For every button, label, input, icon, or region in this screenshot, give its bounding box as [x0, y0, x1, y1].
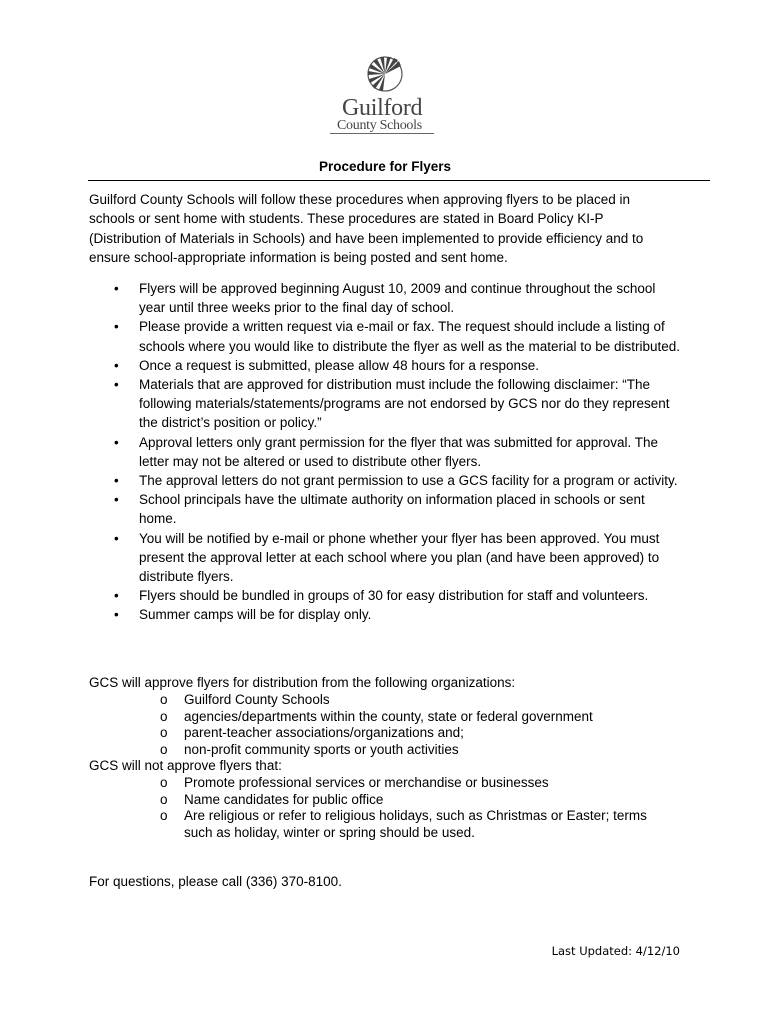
approve-list [0, 692, 700, 758]
list-item-text: agencies/departments within the county, state or federal government [184, 708, 593, 724]
list-item-text: You will be notified by e-mail or phone whether your flyer has been approved. You must present the approval letter at each school where you plan (and have been approved) to distribute flyers. [139, 530, 660, 585]
list-item: • Summer camps will be for display only. [114, 607, 372, 623]
list-item-text: Once a request is submitted, please allow 48 hours for a response. [139, 357, 539, 373]
not-approve-list [0, 775, 700, 841]
list-item: • The approval letters do not grant permission to use a GCS facility for a program or activity. [114, 473, 678, 489]
document-title: Procedure for Flyers [318, 159, 452, 174]
list-item: • Approval letters only grant permission for the flyer that was submitted for approval. The letter may not be altered or used to distribute other flyers. [114, 434, 658, 469]
list-item-text: parent-teacher associations/organizations and; [184, 725, 464, 740]
contact-line: For questions, please call (336) 370-8100. [89, 874, 342, 889]
gcs-logo [330, 56, 440, 140]
list-item-text: non-profit community sports or youth activities [184, 741, 459, 757]
logo-name-line2: County Schools [337, 118, 422, 133]
procedure-list [0, 279, 700, 625]
list-item-text: Flyers will be approved beginning August 10, 2009 and continue throughout the school year until three weeks prior to the final day of school. [139, 281, 656, 316]
list-item: o Name candidates for public office [160, 791, 384, 807]
list-item-text: Please provide a written request via e-mail or fax. The request should include a listing of schools where you would like to distribute the flyer as well as the material to be distributed. [139, 319, 681, 354]
list-item: o agencies/departments within the county, state or federal government [160, 708, 593, 724]
list-item-text: The approval letters do not grant permission to use a GCS facility for a program or activity. [139, 473, 678, 489]
list-item: • School principals have the ultimate authority on information placed in schools or sent home. [114, 492, 645, 527]
list-item: o non-profit community sports or youth activities [160, 741, 459, 757]
list-item-text: School principals have the ultimate authority on information placed in schools or sent home. [139, 492, 645, 527]
list-item-text: Guilford County Schools [184, 692, 330, 707]
list-item: o Guilford County Schools [160, 692, 330, 707]
approve-heading: GCS will approve flyers for distribution from the following organizations: [89, 675, 516, 690]
list-item: • You will be notified by e-mail or phone whether your flyer has been approved. You must present the approval letter at each school where you plan (and have been approved) to distribute flyers. [114, 530, 660, 585]
logo-underline [330, 133, 434, 134]
list-item-text: Summer camps will be for display only. [139, 607, 372, 623]
sunburst-logo-icon [367, 56, 403, 92]
list-item-text: Materials that are approved for distribution must include the following disclaimer: “The following materials/statements/programs are not endorsed by GCS nor do they represent the district’s position or policy.” [139, 377, 670, 431]
list-item: o Promote professional services or merchandise or businesses [160, 775, 549, 790]
list-item-text: Promote professional services or merchandise or businesses [184, 775, 549, 790]
list-item-text: Are religious or refer to religious holidays, such as Christmas or Easter; terms such as holiday, winter or spring should be used. [184, 808, 647, 840]
title-divider [88, 180, 710, 181]
not-approve-heading: GCS will not approve flyers that: [89, 758, 282, 773]
last-updated: Last Updated: 4/12/10 [551, 944, 680, 958]
intro-paragraph: Guilford County Schools will follow these procedures when approving flyers to be placed in schools or sent home with students. These procedures are stated in Board Policy KI-P (Distribution of Materials in Schools) and have been implemented to provide efficiency and to ensure school-appropriate information is being posted and sent home. [89, 192, 644, 265]
list-item: • Flyers should be bundled in groups of 30 for easy distribution for staff and volunteers. [114, 588, 649, 604]
list-item: • Please provide a written request via e-mail or fax. The request should include a listing of schools where you would like to distribute the flyer as well as the material to be distributed. [114, 319, 681, 354]
list-item-text: Flyers should be bundled in groups of 30 for easy distribution for staff and volunteers. [139, 588, 649, 604]
logo-name-line1: Guilford [342, 95, 423, 121]
list-item: • Flyers will be approved beginning August 10, 2009 and continue throughout the school year until three weeks prior to the final day of school. [114, 281, 656, 316]
list-item-text: Name candidates for public office [184, 791, 384, 807]
list-item: • Once a request is submitted, please allow 48 hours for a response. [114, 357, 539, 373]
list-item: o parent-teacher associations/organizations and; [160, 725, 464, 740]
list-item-text: Approval letters only grant permission for the flyer that was submitted for approval. The letter may not be altered or used to distribute other flyers. [139, 434, 658, 469]
list-item: o Are religious or refer to religious holidays, such as Christmas or Easter; terms such as holiday, winter or spring should be used. [160, 808, 647, 840]
list-item: • Materials that are approved for distribution must include the following disclaimer: “The following materials/statements/programs are not endorsed by GCS nor do they represent the district’s position or policy.” [114, 377, 670, 431]
